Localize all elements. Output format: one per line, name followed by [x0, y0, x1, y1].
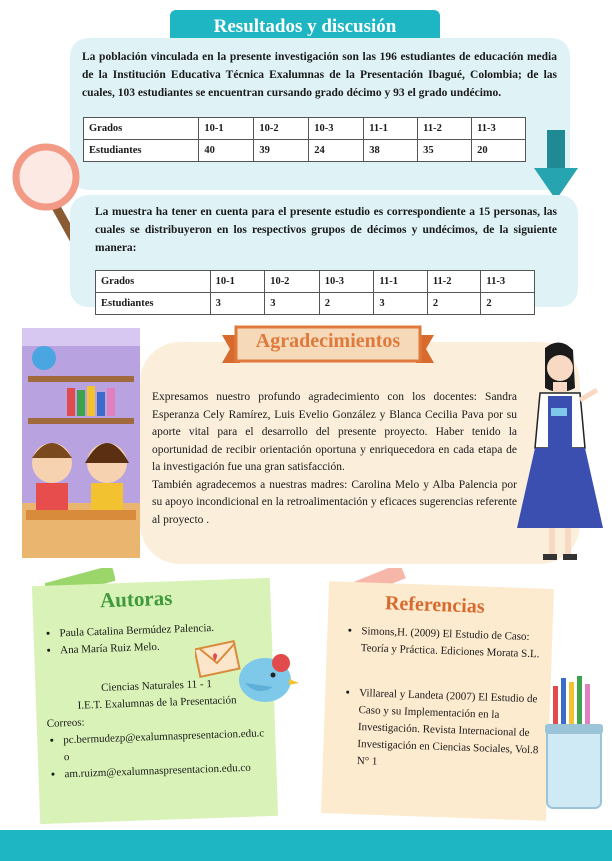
arrow-down-icon — [532, 130, 580, 202]
table-cell: 10-3 — [319, 271, 374, 293]
table-cell: 11-1 — [364, 118, 418, 140]
sample-table — [95, 270, 535, 315]
table-cell: 2 — [481, 293, 535, 315]
author-email[interactable]: • pc.bermudezp@exalumnaspresentacion.edu.co — [63, 725, 270, 766]
table-cell: 3 — [265, 293, 320, 315]
references-list — [340, 623, 545, 777]
table-cell: 10-2 — [265, 271, 320, 293]
teacher-illustration — [515, 338, 607, 568]
acknowledgements-text — [152, 389, 517, 529]
table-cell: 35 — [418, 140, 472, 162]
authors-title: Autoras — [99, 585, 173, 613]
table-cell: 10-3 — [309, 118, 364, 140]
table-cell: 3 — [374, 293, 428, 315]
table-cell: 3 — [210, 293, 265, 315]
table-cell: 11-3 — [481, 271, 535, 293]
author-name: • Paula Catalina Bermúdez Palencia. — [59, 618, 265, 642]
footer-bar — [0, 830, 612, 861]
table-cell: 40 — [199, 140, 254, 162]
table-cell: 10-1 — [199, 118, 254, 140]
table-cell: 11-1 — [374, 271, 428, 293]
author-email[interactable]: • am.ruizm@exalumnaspresentacion.edu.co — [64, 759, 270, 783]
acknowledgements-p2: También agradecemos a nuestras madres: Carolina Melo y Alba Palencia por su apoyo incondicional en la retroalimentación y eficaces sugerencias referente al proyecto . — [152, 478, 517, 526]
row-header: Grados — [96, 271, 211, 293]
references-title: Referencias — [384, 592, 485, 618]
acknowledgements-p1: Expresamos nuestro profundo agradecimiento con los docentes: Sandra Esperanza Cely Ramírez, Luis Evelio González y Blanca Cecilia Pava por su aporte vital para el desarrollo del presente proyecto. Haber tenido la oportunidad de recibir orientación oportuna y enriquecedora en cada etapa de la investigación fue una gran satisfacción. — [152, 391, 517, 473]
bird-envelope-illustration — [195, 635, 305, 715]
emails-label: Correos: — [46, 716, 85, 730]
pencil-jar-illustration — [543, 676, 605, 811]
row-header: Grados — [84, 118, 199, 140]
course-line: Ciencias Naturales 11 - 1 — [100, 678, 213, 694]
reference-item: • Simons,H. (2009) El Estudio de Caso: Teoría y Práctica. Ediciones Morata S.L. — [360, 623, 545, 663]
school-line: I.E.T. Exalumnas de la Presentación — [77, 694, 237, 712]
table-cell: 10-1 — [210, 271, 265, 293]
table-cell: 38 — [364, 140, 418, 162]
table-cell: 2 — [427, 293, 481, 315]
row-header: Estudiantes — [96, 293, 211, 315]
classroom-illustration — [22, 328, 140, 558]
table-row — [96, 293, 535, 315]
sample-text: La muestra ha tener en cuenta para el presente estudio es correspondiente a 15 personas, las cuales se distribuyeron en los respectivos grupos de décimos y undécimos, de la siguiente manera: — [95, 206, 557, 254]
table-cell: 39 — [254, 140, 309, 162]
results-intro: La población vinculada en la presente investigación son las 196 estudiantes de educación media de la Institución Educativa Técnica Exalumnas de la Presentación Ibagué, Colombia; de las cuales, 103 estudiantes se encuentran cursando grado décimo y 93 el grado undécimo. — [82, 51, 557, 99]
table-cell: 20 — [472, 140, 526, 162]
table-row — [84, 140, 526, 162]
table-cell: 11-3 — [472, 118, 526, 140]
acknowledgements-title: Agradecimientos — [255, 330, 401, 352]
table-cell: 11-2 — [427, 271, 481, 293]
table-cell: 24 — [309, 140, 364, 162]
table-row — [84, 118, 526, 140]
table-row — [96, 271, 535, 293]
table-cell: 11-2 — [418, 118, 472, 140]
author-name: • Ana María Ruiz Melo. — [60, 635, 266, 659]
reference-item: • Villareal y Landeta (2007) El Estudio de Caso y su Implementación en la Investigación. Revista Internacional de Investigación en Ciencias Sociales, Vol.8 N° 1 — [356, 685, 543, 776]
population-table — [83, 117, 526, 162]
section-title: Resultados y discusión — [170, 10, 440, 44]
table-cell: 2 — [319, 293, 374, 315]
row-header: Estudiantes — [84, 140, 199, 162]
table-cell: 10-2 — [254, 118, 309, 140]
